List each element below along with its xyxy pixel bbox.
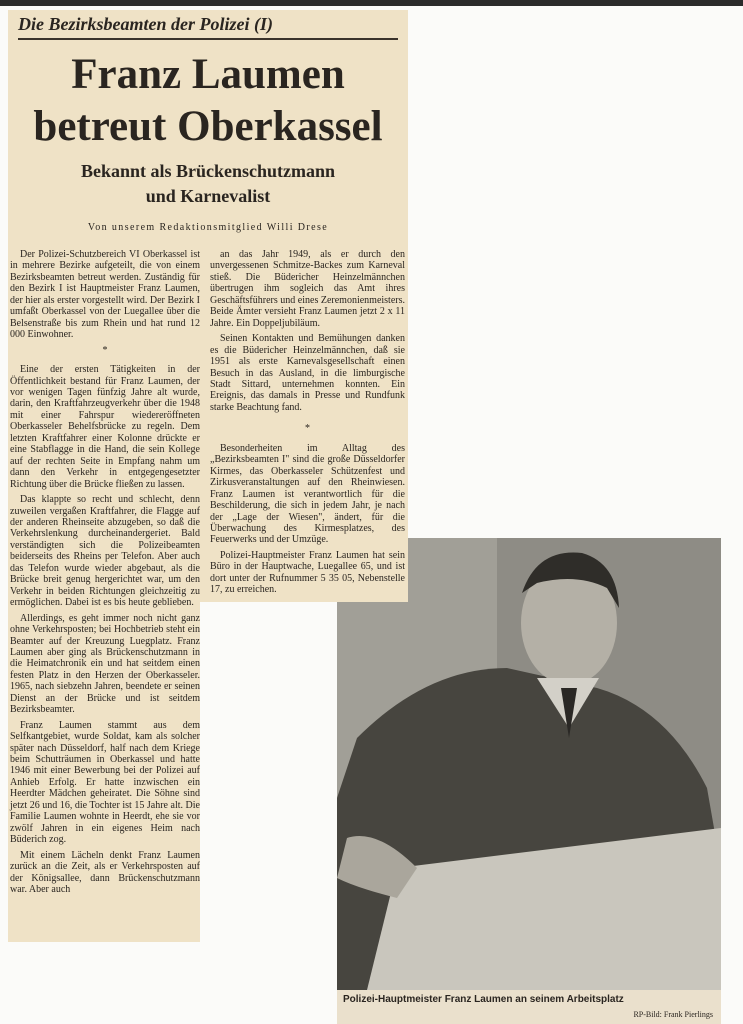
subheadline-line-1: Bekannt als Brückenschutzmann bbox=[80, 161, 336, 181]
caption-area bbox=[337, 990, 721, 1024]
scan-edge bbox=[0, 0, 743, 6]
photo-caption: Polizei-Hauptmeister Franz Laumen an seinem Arbeitsplatz bbox=[343, 994, 624, 1005]
section-separator: * bbox=[102, 344, 108, 356]
photo-credit: RP-Bild: Frank Pierlings bbox=[633, 1010, 713, 1019]
paragraph: Das klappte so recht und schlecht, denn zuweilen vergaßen Kraftfahrer, die Flagge auf der anderen Rheinseite abzugeben, so daß die Verkehrslenkung durcheinandergeriet. Bald verständigten sich die Polizeibeamten beiderseits des Rheins per Telefon. Aber auch das Telefon wurde wieder abgebaut, als die Brücke breit genug hergerichtet war, um den Verkehr in beiden Richtungen gleichzeitig zu ermöglichen. Dabei ist es bis heute geblieben. bbox=[10, 494, 200, 609]
subheadline-line-2: und Karnevalist bbox=[145, 186, 271, 206]
paragraph: Franz Laumen stammt aus dem Selfkantgebiet, wurde Soldat, kam als solcher später nach Düsseldorf, half nach dem Kriege beim Schutträumen in Oberkassel und hatte 1946 mit einer Bewerbung bei der Polizei auf Anhieb Erfolg. Er hatte inzwischen ein Heerdter Mädchen geheiratet. Die Söhne sind jetzt 26 und 16, die Tochter ist 15 Jahre alt. Die Familie Laumen wohnte in Heerdt, ehe sie vor zwölf Jahren in ein eigenes Heim nach Büderich zog. bbox=[10, 719, 200, 846]
portrait-illustration bbox=[337, 538, 721, 990]
headline-line-2: betreut Oberkassel bbox=[33, 103, 383, 150]
article-column-2 bbox=[210, 249, 405, 600]
paragraph: Besonderheiten im Alltag des „Bezirksbeamten I" sind die große Düsseldorfer Kirmes, das Oberkasseler Schützenfest und Zirkusveranstaltungen auf den Rheinwiesen. Franz Laumen ist verantwortlich für die Beschilderung, die sich in jedem Jahr, je nach der „Lage der Wiesen", ändert, für die Überwachung des Kirmesplatzes, des Feuerwerks und der Umzüge. bbox=[210, 442, 405, 546]
byline: Von unserem Redaktionsmitglied Willi Drese bbox=[87, 222, 329, 233]
paragraph: Seinen Kontakten und Bemühungen danken es die Büdericher Heinzelmännchen, daß sie 1951 als erste Karnevalsgesellschaft einen Besuch in das Ausland, in die limburgische Stadt Sittard, unternehmen konnten. Ein Ereignis, das damals in Presse und Rundfunk starke Beachtung fand. bbox=[210, 333, 405, 413]
paragraph: an das Jahr 1949, als er durch den unvergessenen Schmitze-Backes zum Karneval stieß. Die Büdericher Heinzelmännchen übertrugen ihm sogleich das Amt ihres Geschäftsführers und eines Zeremonienmeisters. Beide Ämter versieht Franz Laumen jetzt 2 x 11 Jahre. Ein Doppeljubiläum. bbox=[210, 249, 405, 329]
paragraph: Der Polizei-Schutzbereich VI Oberkassel ist in mehrere Bezirke aufgeteilt, die von einem Bezirksbeamten betreut werden. Zuständig für den Bezirk I ist Hauptmeister Franz Laumen, der hier als erster vorgestellt wird. Der Bezirk I umfaßt Oberkassel von der Luegallee über die Belsenstraße bis zum Rhein und hat rund 12 000 Einwohner. bbox=[10, 249, 200, 341]
paragraph: Mit einem Lächeln denkt Franz Laumen zurück an die Zeit, als er Verkehrsposten auf der Königsallee, dann Brückenschutzmann war. Aber auch bbox=[10, 849, 200, 896]
article-column-1 bbox=[10, 249, 200, 899]
portrait-photo bbox=[337, 538, 721, 990]
paragraph: Allerdings, es geht immer noch nicht ganz ohne Verkehrsposten; bei Hochbetrieb steht ein Beamter auf der Kreuzung Luegplatz. Franz Laumen aber ging als Brückenschutzmann in die Heimatchronik ein und hat seitdem einen festen Platz in den Herzen der Oberkasseler. 1965, nach siebzehn Jahren, beendete er seinen Dienst an der Brücke und ist seitdem Bezirksbeamter. bbox=[10, 612, 200, 716]
kicker: Die Bezirksbeamten der Polizei (I) bbox=[18, 14, 398, 40]
paragraph: Polizei-Hauptmeister Franz Laumen hat sein Büro in der Hauptwache, Luegallee 65, und ist dort unter der Rufnummer 5 35 05, Nebenstelle 17, zu erreichen. bbox=[210, 549, 405, 596]
section-separator: * bbox=[305, 423, 310, 435]
headline-line-1: Franz Laumen bbox=[71, 51, 345, 98]
paragraph: Eine der ersten Tätigkeiten in der Öffentlichkeit bestand für Franz Laumen, der vor wenigen Tagen fünfzig Jahre alt wurde, darin, den Kraftfahrzeugverkehr über die 1948 mit einer Fahrspur wiedereröffneten Oberkasseler Behelfsbrücke zu regeln. Dem letzten Kraftfahrer einer Kolonne drückte er eine Stabflagge in die Hand, die sein Kollege auf der rechten Seite in Empfang nahm um dann den Verkehr in entgegengesetzter Richtung über die Brücke fließen zu lassen. bbox=[10, 364, 200, 490]
